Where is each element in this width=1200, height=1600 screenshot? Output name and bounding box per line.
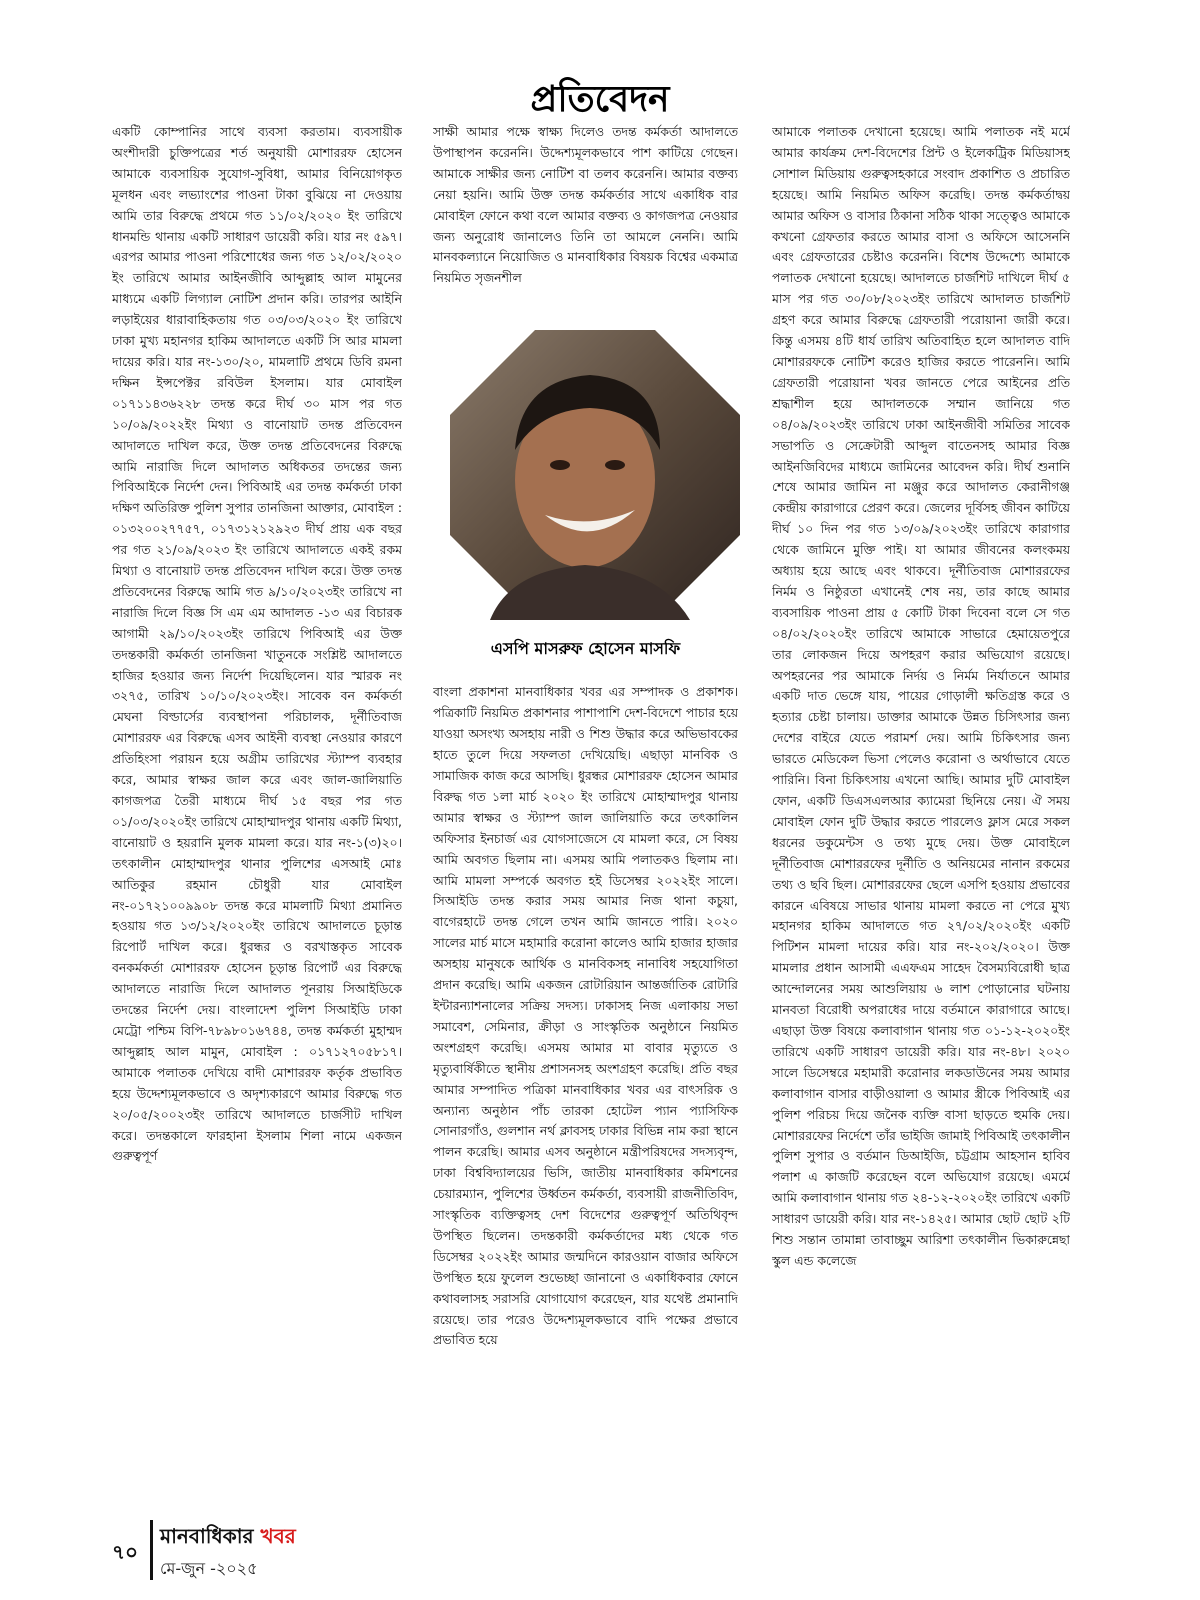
article-column-2-bottom xyxy=(433,670,738,1480)
issue-date: মে-জুন -২০২৫ xyxy=(160,1559,258,1578)
portrait-photo xyxy=(450,330,740,620)
column-1-text: একটি কোম্পানির সাথে ব্যবসা করতাম। ব্যবসায়ীক অংশীদারী চুক্তিপত্রের শর্ত অনুযায়ী মোশাররফ হোসেন আমাকে ব্যবসায়িক সুযোগ-সুবিধা, আমার বিনিয়োগকৃত মূলধন এবং লভ্যাংশের পাওনা টাকা বুঝিয়ে না দেওয়ায় আমি তার বিরুদ্ধে প্রথমে গত ১১/০২/২০২০ ইং তারিখে ধানমন্ডি থানায় একটি সাধারণ ডায়েরী করি। যার নং ৫৯৭। এরপর আমার পাওনা পরিশোধের জন্য গত ১২/০২/২০২০ ইং তারিখে আমার আইনজীবি আব্দুল্লাহ আল মামুনের মাধ্যমে একটি লিগ্যাল নোটিশ প্রদান করি। তারপর আইনি লড়াইয়ের ধারাবাহিকতায় গত ০৩/০৩/২০২০ ইং তারিখে ঢাকা মুখ্য মহানগর হাকিম আদালতে একটি সি আর মামলা দায়ের করি। যার নং-১৩০/২০, মামলাটি প্রথমে ডিবি রমনা দক্ষিন ইন্সপেক্টর রবিউল ইসলাম। যার মোবাইল ০১৭১১৪৩৬২২৮ তদন্ত করে দীর্ঘ ৩০ মাস পর গত ১০/০৯/২০২২ইং মিথ্যা ও বানোয়াট তদন্ত প্রতিবেদন আদালতে দাখিল করে, উক্ত তদন্ত প্রতিবেদনের বিরুদ্ধে আমি নারাজি দিলে আদালত অধিকতর তদন্তের জন্য পিবিআইকে নির্দেশ দেন। পিবিআই এর তদন্ত কর্মকর্তা ঢাকা দক্ষিণ অতিরিক্ত পুলিশ সুপার তানজিনা আক্তার, মোবাইল : ০১৩২০০২৭৭৫৭, ০১৭৩১২১২৯২৩ দীর্ঘ প্রায় এক বছর পর গত ২১/০৯/২০২৩ ইং তারিখে আদালতে একই রকম মিথ্যা ও বানোয়াট তদন্ত প্রতিবেদন দাখিল করে। উক্ত তদন্ত প্রতিবেদনের বিরুদ্ধে আমি গত ৯/১০/২০২৩ইং তারিখে না নারাজি দিলে বিজ্ঞ সি এম এম আদালত -১৩ এর বিচারক আগামী ২৯/১০/২০২৩ইং তারিখে পিবিআই এর উক্ত তদন্তকারী কর্মকর্তা তানজিনা খাতুনকে সংশ্লিষ্ট আদালতে হাজির হওয়ার জন্য নির্দেশ দিয়েছিলেন। যার স্মারক নং ৩২৭৫, তারিখ ১০/১০/২০২৩ইং। সাবেক বন কর্মকর্তা মেঘনা বিল্ডার্সের ব্যবস্থাপনা পরিচালক, দূর্নীতিবাজ মোশাররফ এর বিরুদ্ধে এসব আইনী ব্যবস্থা নেওয়ার কারণে প্রতিহিংসা পরায়ন হয়ে অগ্রীম তারিখের স্ট্যাম্প ব্যবহার করে, আমার স্বাক্ষর জাল করে এবং জাল-জালিয়াতি কাগজপত্র তৈরী মাধ্যমে দীর্ঘ ১৫ বছর পর গত ০১/০৩/২০২০ইং তারিখে মোহাম্মাদপুর থানায় একটি মিথ্যা, বানোয়াট ও হয়রানি মুলক মামলা করে। যার নং-১(৩)২০। তৎকালীন মোহাম্মাদপুর থানার পুলিশের এসআই মোঃ আতিকুর রহমান চৌধুরী যার মোবাইল নং-০১৭২১০০৯৯০৮ তদন্ত করে মামলাটি মিথ্যা প্রমানিত হওয়ায় গত ১৩/১২/২০২০ইং তারিখে আদালতে চূড়ান্ত রিপোর্ট দাখিল করে। ধুরন্ধর ও বরখাস্তকৃত সাবেক বনকর্মকর্তা মোশাররফ হোসেন চূড়ান্ত রিপোর্ট এর বিরুদ্ধে আদালতে নারাজি দিলে আদালত পূনরায় সিআইডিকে তদন্তের নির্দেশ দেয়। বাংলাদেশ পুলিশ সিআইডি ঢাকা মেট্রো পশ্চিম বিপি-৭৮৯৮০১৬৭৪৪, তদন্ত কর্মকর্তা মুহাম্মদ আব্দুল্লাহ আল মামুন, মোবাইল : ০১৭১২৭০৫৮১৭। আমাকে পলাতক দেখিয়ে বাদী মোশাররফ কর্তৃক প্রভাবিত হয়ে উদ্দেশ্যমূলকভাবে ও অদৃশ্যকারণে আমার বিরুদ্ধে গত ২০/০৫/২০০২৩ইং তারিখে আদালতে চার্জসীট দাখিল করে। তদন্তকালে ফারহানা ইসলাম শিলা নামে একজন গুরুত্বপূর্ণ xyxy=(112,124,402,1164)
column-2-bottom-text: বাংলা প্রকাশনা মানবাধিকার খবর এর সম্পাদক ও প্রকাশক। পত্রিকাটি নিয়মিত প্রকাশনার পাশাপাশি দেশ-বিদেশে পাচার হয়ে যাওয়া অসংখ্য অসহায় নারী ও শিশু উদ্ধার করে অভিভাবকের হাতে তুলে দিয়ে সফলতা দেখিয়েছি। এছাড়া মানবিক ও সামাজিক কাজ করে আসছি। ধুরন্ধর মোশাররফ হোসেন আমার বিরুদ্ধ গত ১লা মার্চ ২০২০ ইং তারিখে মোহাম্মাদপুর থানায় আমার স্বাক্ষর ও স্ট্যাম্প জাল জালিয়াতি করে তৎকালিন অফিসার ইনচার্জ এর যোগসাজেসে যে মামলা করে, সে বিষয় আমি অবগত ছিলাম না। এসময় আমি পলাতকও ছিলাম না। আমি মামলা সম্পর্কে অবগত হই ডিসেম্বর ২০২২ইং সালে। সিআইডি তদন্ত করার সময় আমার নিজ থানা কচুয়া, বাগেরহাটে তদন্ত গেলে তখন আমি জানতে পারি। ২০২০ সালের মার্চ মাসে মহামারি করোনা কালেও আমি হাজার হাজার অসহায় মানুষকে আর্থিক ও মানবিকসহ নানাবিধ সহযোগিতা প্রদান করেছি। আমি একজন রোটারিয়ান আন্তর্জাতিক রোটারি ইন্টারন্যাশনালের সক্রিয় সদস্য। ঢাকাসহ নিজ এলাকায় সভা সমাবেশ, সেমিনার, ক্রীড়া ও সাংস্কৃতিক অনুষ্ঠানে নিয়মিত অংশগ্রহণ করেছি। এসময় আমার মা বাবার মৃত্যুতে ও মৃত্যুবার্ষিকীতে স্থানীয় প্রশাসনসহ অংশগ্রহণ করেছি। প্রতি বছর আমার সম্পাদিত পত্রিকা মানবাধিকার খবর এর বাৎসরিক ও অন্যান্য অনুষ্ঠান পাঁচ তারকা হোটেল প্যান প্যাসিফিক সোনারগাঁও, গুলশান নর্থ ক্লাবসহ ঢাকার বিভিন্ন নাম করা স্থানে পালন করেছি। আমার এসব অনুষ্ঠানে মন্ত্রীপরিষদের সদস্যবৃন্দ, ঢাকা বিশ্ববিদ্যালয়ের ভিসি, জাতীয় মানবাধিকার কমিশনের চেয়ারম্যান, পুলিশের উর্ধ্বতন কর্মকর্তা, ব্যবসায়ী রাজনীতিবিদ, সাংস্কৃতিক ব্যক্তিত্বসহ দেশ বিদেশের গুরুত্বপূর্ণ অতিথিবৃন্দ উপস্থিত ছিলেন। তদন্তকারী কর্মকর্তাদের মধ্য থেকে গত ডিসেম্বর ২০২২ইং আমার জন্মদিনে কারওয়ান বাজার অফিসে উপস্থিত হয়ে ফুলেল শুভেচ্ছা জানানো ও একাধিকবার ফোনে কথাবলাসহ সরাসরি যোগাযোগ করেছেন, যার যথেষ্ট প্রমানাদি রয়েছে। তার পরেও উদ্দেশ্যমূলকভাবে বাদি পক্ষের প্রভাবে প্রভাবিত হয়ে xyxy=(433,684,738,1348)
column-2-top-text: সাক্ষী আমার পক্ষে স্বাক্ষ্য দিলেও তদন্ত কর্মকর্তা আদালতে উপাস্থাপন করেননি। উদ্দেশ্যমূলকভাবে পাশ কাটিয়ে গেছেন। আমাকে সাক্ষীর জন্য নোটিশ বা তলব করেননি। আমার বক্তব্য নেয়া হয়নি। আমি উক্ত তদন্ত কর্মকর্তার সাথে একাধিক বার মোবাইল ফোনে কথা বলে আমার বক্তব্য ও কাগজপত্র নেওয়ার জন্য অনুরোধ জানালেও তিনি তা আমলে নেননি। আমি মানবকল্যানে নিয়োজিত ও মানবাধিকার বিষয়ক বিশ্বের একমাত্র নিয়মিত সৃজনশীল xyxy=(433,124,738,286)
section-heading: প্রতিবেদন xyxy=(530,78,670,120)
portrait-image xyxy=(450,330,740,620)
article-column-3 xyxy=(772,122,1070,1480)
magazine-logo xyxy=(160,1522,296,1555)
article-column-1 xyxy=(112,122,402,1480)
article-column-2-top xyxy=(433,122,738,322)
footer-divider xyxy=(150,1520,153,1580)
logo-text-part1: মানবাধিকার xyxy=(160,1524,254,1548)
column-3-text: আমাকে পলাতক দেখানো হয়েছে। আমি পলাতক নই মর্মে আমার কার্যক্রম দেশ-বিদেশের প্রিন্ট ও ইলেকট্রিক মিডিয়াসহ সোশাল মিডিয়ায় গুরুত্বসহকারে সংবাদ প্রকাশিত ও প্রচারিত হয়েছে। আমি নিয়মিত অফিস করেছি। তদন্ত কর্মকর্তাদ্বয় আমার অফিস ও বাসার ঠিকানা সঠিক থাকা সত্ত্বেও আমাকে কখনো গ্রেফতার করতে আমার বাসা ও অফিসে আসেননি এবং গ্রেফতারের চেষ্টাও করেননি। বিশেষ উদ্দেশ্যে আমাকে পলাতক দেখানো হয়েছে। আদালতে চার্জশিট দাখিলে দীর্ঘ ৫ মাস পর গত ৩০/০৮/২০২৩ইং তারিখে আদালত চার্জশিট গ্রহণ করে আমার বিরুদ্ধে গ্রেফতারী পরোয়ানা জারী করে। কিন্তু এসময় ৪টি ধার্য তারিখ অতিবাহিত হলে আদালত বাদি মোশাররফকে নোটিশ করেও হাজির করতে পারেননি। আমি গ্রেফতারী পরোয়ানা খবর জানতে পেরে আইনের প্রতি শ্রদ্ধাশীল হয়ে আদালতকে সম্মান জানিয়ে গত ০৪/০৯/২০২৩ইং তারিখে ঢাকা আইনজীবী সমিতির সাবেক সভাপতি ও সেক্রেটারী আব্দুল বাতেনসহ আমার বিজ্ঞ আইনজিবিদের মাধ্যমে জামিনের আবেদন করি। দীর্ঘ শুনানি শেষে আমার জামিন না মঞ্জুর করে আদালত কেরানীগঞ্জ কেন্দ্রীয় কারাগারে প্রেরণ করে। জেলের দূর্বিসহ জীবন কাটিয়ে দীর্ঘ ১০ দিন পর গত ১৩/০৯/২০২৩ইং তারিখে কারাগার থেকে জামিনে মুক্তি পাই। যা আমার জীবনের কলংকময় অধ্যায় হয়ে আছে এবং থাকবে। দূর্নীতিবাজ মোশাররফের নির্মম ও নিষ্ঠুরতা এখানেই শেষ নয়, তার কাছে আমার ব্যবসায়িক পাওনা প্রায় ৫ কোটি টাকা দিবেনা বলে সে গত ০৪/০২/২০২০ইং তারিখে আমাকে সাভারে হেমায়েতপুরে তার লোকজন দিয়ে অপহরণ করার অভিযোগ রয়েছে। অপহরনের পর আমাকে নির্দয় ও নির্মম নির্যাতনে আমার একটি দাত ভেঙ্গে যায়, পায়ের গোড়ালী ক্ষতিগ্রস্ত করে ও হত্যার চেষ্টা চালায়। ডাক্তার আমাকে উন্নত চিসিৎসার জন্য দেশের বাইরে যেতে পরামর্শ দেয়। আমি চিকিৎসার জন্য ভারতে মেডিকেল ভিসা পেলেও করোনা ও অর্থাভাবে যেতে পারিনি। বিনা চিকিৎসায় এখনো আছি। আমার দুটি মোবাইল ফোন, একটি ডিএসএলআর ক্যামেরা ছিনিয়ে নেয়। ঐ সময় মোবাইল ফোন দুটি উদ্ধার করতে পারলেও ফ্লাস মেরে সকল ধরনের ডকুমেন্টস ও তথ্য মুছে দেয়। উক্ত মোবাইলে দূর্নীতিবাজ মোশাররফের দূর্নীতি ও অনিয়মের নানান রকমের তথ্য ও ছবি ছিল। মোশাররফের ছেলে এসপি হওয়ায় প্রভাবের কারনে এবিষয়ে সাভার থানায় মামলা করতে না পেরে মুখ্য মহানগর হাকিম আদালতে গত ২৭/০২/২০২০ইং একটি পিটিশন মামলা দায়ের করি। যার নং-২০২/২০২০। উক্ত মামলার প্রধান আসামী এএফএম সাহেদ বৈসম্যবিরোধী ছাত্র আন্দোলনের সময় আশুলিয়ায় ৬ লাশ পোড়ানোর ঘটনায় মানবতা বিরোধী অপরাধের দায়ে বর্তমানে কারাগারে আছে। এছাড়া উক্ত বিষয়ে কলাবাগান থানায় গত ০১-১২-২০২০ইং তারিখে একটি সাধারণ ডায়েরী করি। যার নং-৪৮। ২০২০ সালে ডিসেম্বরে মহামারী করোনার লকডাউনের সময় আমার কলাবাগান বাসার বাড়ীওয়ালা ও আমার স্ত্রীকে পিবিআই এর পুলিশ পরিচয় দিয়ে জনৈক ব্যক্তি বাসা ছাড়তে হুমকি দেয়। মোশাররফের নির্দেশে তাঁর ভাইজি জামাই পিবিআই তৎকালীন পুলিশ সুপার ও বর্তমান ডিআইজি, চট্টগ্রাম আহসান হাবিব পলাশ এ কাজটি করেছেন বলে অভিযোগ রয়েছে। এমর্মে আমি কলাবাগান থানায় গত ২৪-১২-২০২০ইং তারিখে একটি সাধারণ ডায়েরী করি। যার নং-১৪২৫। আমার ছোট ছোট ২টি শিশু সন্তান তামান্না তাবাচ্ছুম আরিশা তৎকালীন ভিকারুন্নেছা স্কুল এন্ড কলেজে xyxy=(772,124,1070,1268)
photo-caption: এসপি মাসরুফ হোসেন মাসফি xyxy=(490,639,681,658)
page-number: ৭০ xyxy=(112,1540,139,1564)
logo-text-part2: খবর xyxy=(260,1524,296,1548)
